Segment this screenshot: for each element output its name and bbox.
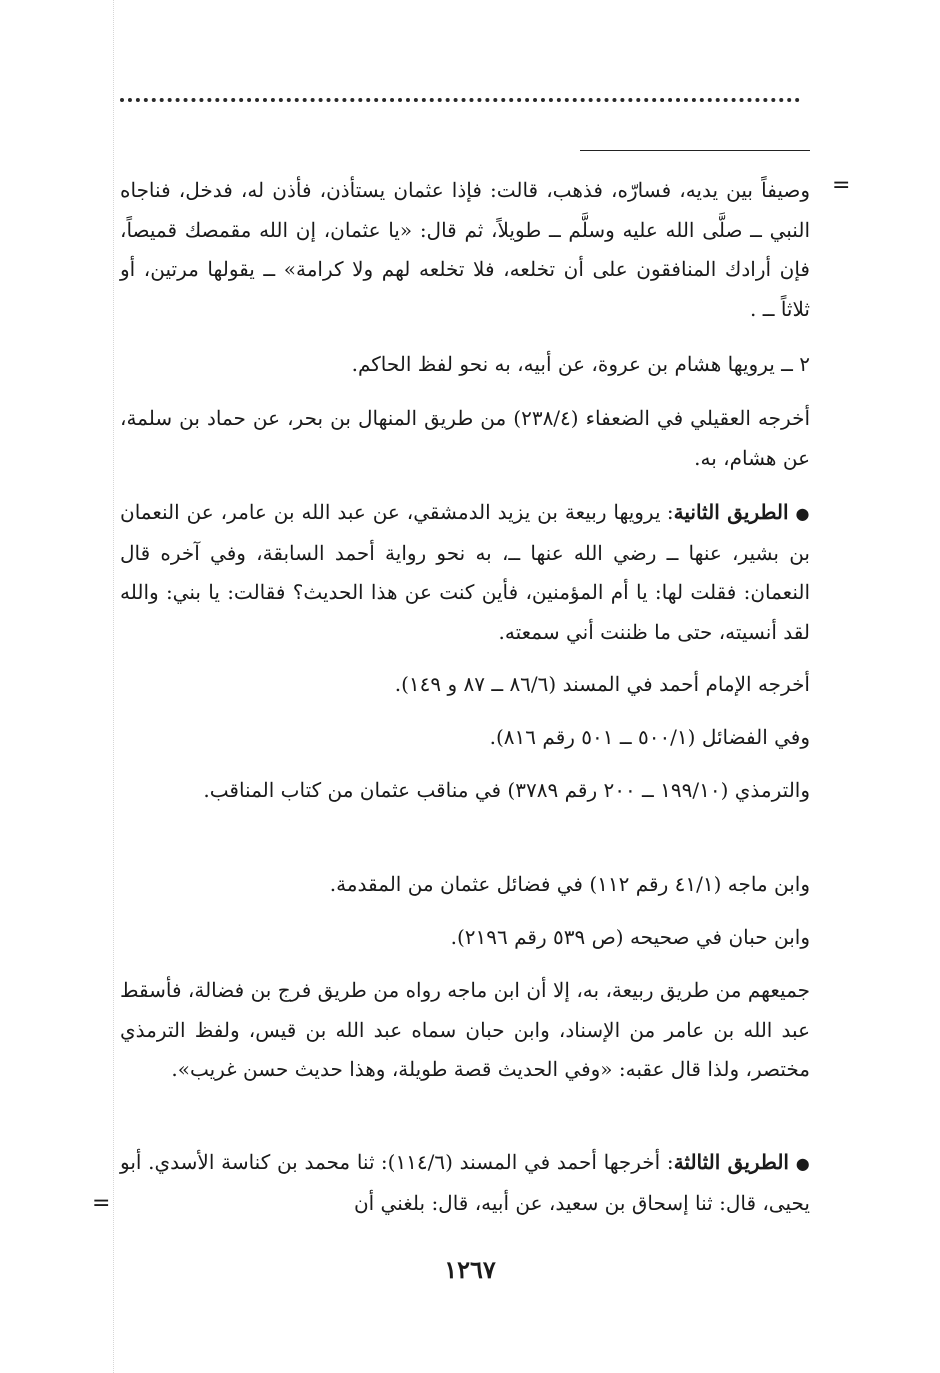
footnote-rule	[580, 150, 810, 151]
continuation-mark-top: =	[832, 173, 851, 198]
section-lead-second-route: الطريق الثانية	[673, 500, 789, 524]
continuation-mark-bottom: =	[92, 1191, 111, 1216]
paragraph-uqayli-source: أخرجه العقيلي في الضعفاء (٢٣٨/٤) من طريق المنهال بن بحر، عن حماد بن سلمة، عن هشام، به.	[120, 406, 810, 470]
paragraph-ibn-hibban: وابن حبان في صحيحه (ص ٥٣٩ رقم ٢١٩٦).	[450, 925, 810, 949]
paragraph-third-route	[120, 1143, 810, 1223]
bullet-icon: ●	[795, 504, 811, 523]
paragraph-all-routes: جميعهم من طريق ربيعة، به، إلا أن ابن ماجه رواه من طريق فرج بن فضالة، فأسقط عبد الله بن عامر من الإسناد، وابن حبان سماه عبد الله بن قيس، ولفظ الترمذي مختصر، ولذا قال عقبه: «وفي الحديث قصة طويلة، وهذا حديث حسن غريب».	[120, 978, 810, 1081]
paragraph-tirmidhi: والترمذي (١٩٩/١٠ ــ ٢٠٠ رقم ٣٧٨٩) في مناقب عثمان من كتاب المناقب.	[203, 778, 810, 802]
paragraph-fadail: وفي الفضائل (٥٠٠/١ ــ ٥٠١ رقم ٨١٦).	[489, 725, 810, 749]
section-lead-third-route: الطريق الثالثة	[673, 1150, 789, 1174]
paragraph-narration: وصيفاً بين يديه، فسارّه، فذهب، قالت: فإذا عثمان يستأذن، فأذن له، فدخل، فناجاه النبي ــ صلَّى الله عليه وسلَّم ــ طويلاً، ثم قال: «يا عثمان، إن الله مقمصك قميصاً، فإن أرادك المنافقون على أن تخلعه، فلا تخلعه لهم ولا كرامة» ــ يقولها مرتين، أو ثلاثاً ــ .	[120, 178, 810, 321]
paragraph-second-route	[120, 493, 810, 652]
paragraph-ibn-majah: وابن ماجه (٤١/١ رقم ١١٢) في فضائل عثمان من المقدمة.	[329, 872, 810, 896]
dotted-separator	[120, 98, 800, 102]
bullet-icon: ●	[795, 1154, 811, 1173]
paragraph-ahmad-musnad: أخرجه الإمام أحمد في المسند (٨٦/٦ ــ ٨٧ و ١٤٩).	[394, 672, 810, 696]
page-number: ١٢٦٧	[444, 1255, 496, 1284]
paragraph-hisham-route: ٢ ــ يرويها هشام بن عروة، عن أبيه، به نحو لفظ الحاكم.	[351, 352, 810, 376]
paragraph-body: : أخرجها أحمد في المسند (١١٤/٦): ثنا محمد بن كناسة الأسدي. أبو يحيى، قال: ثنا إسحاق بن سعيد، عن أبيه، قال: بلغني أن	[120, 1150, 810, 1215]
paragraph-body: : يرويها ربيعة بن يزيد الدمشقي، عن عبد الله بن عامر، عن النعمان بن بشير، عنها ــ رضي الله عنها ــ، به نحو رواية أحمد السابقة، وفي آخره قال النعمان: فقلت لها: يا أم المؤمنين، فأين كنت عن هذا الحديث؟ فقالت: يا بني: والله لقد أنسيته، حتى ما ظننت أني سمعته.	[120, 500, 810, 644]
margin-guide-line	[113, 0, 114, 1373]
